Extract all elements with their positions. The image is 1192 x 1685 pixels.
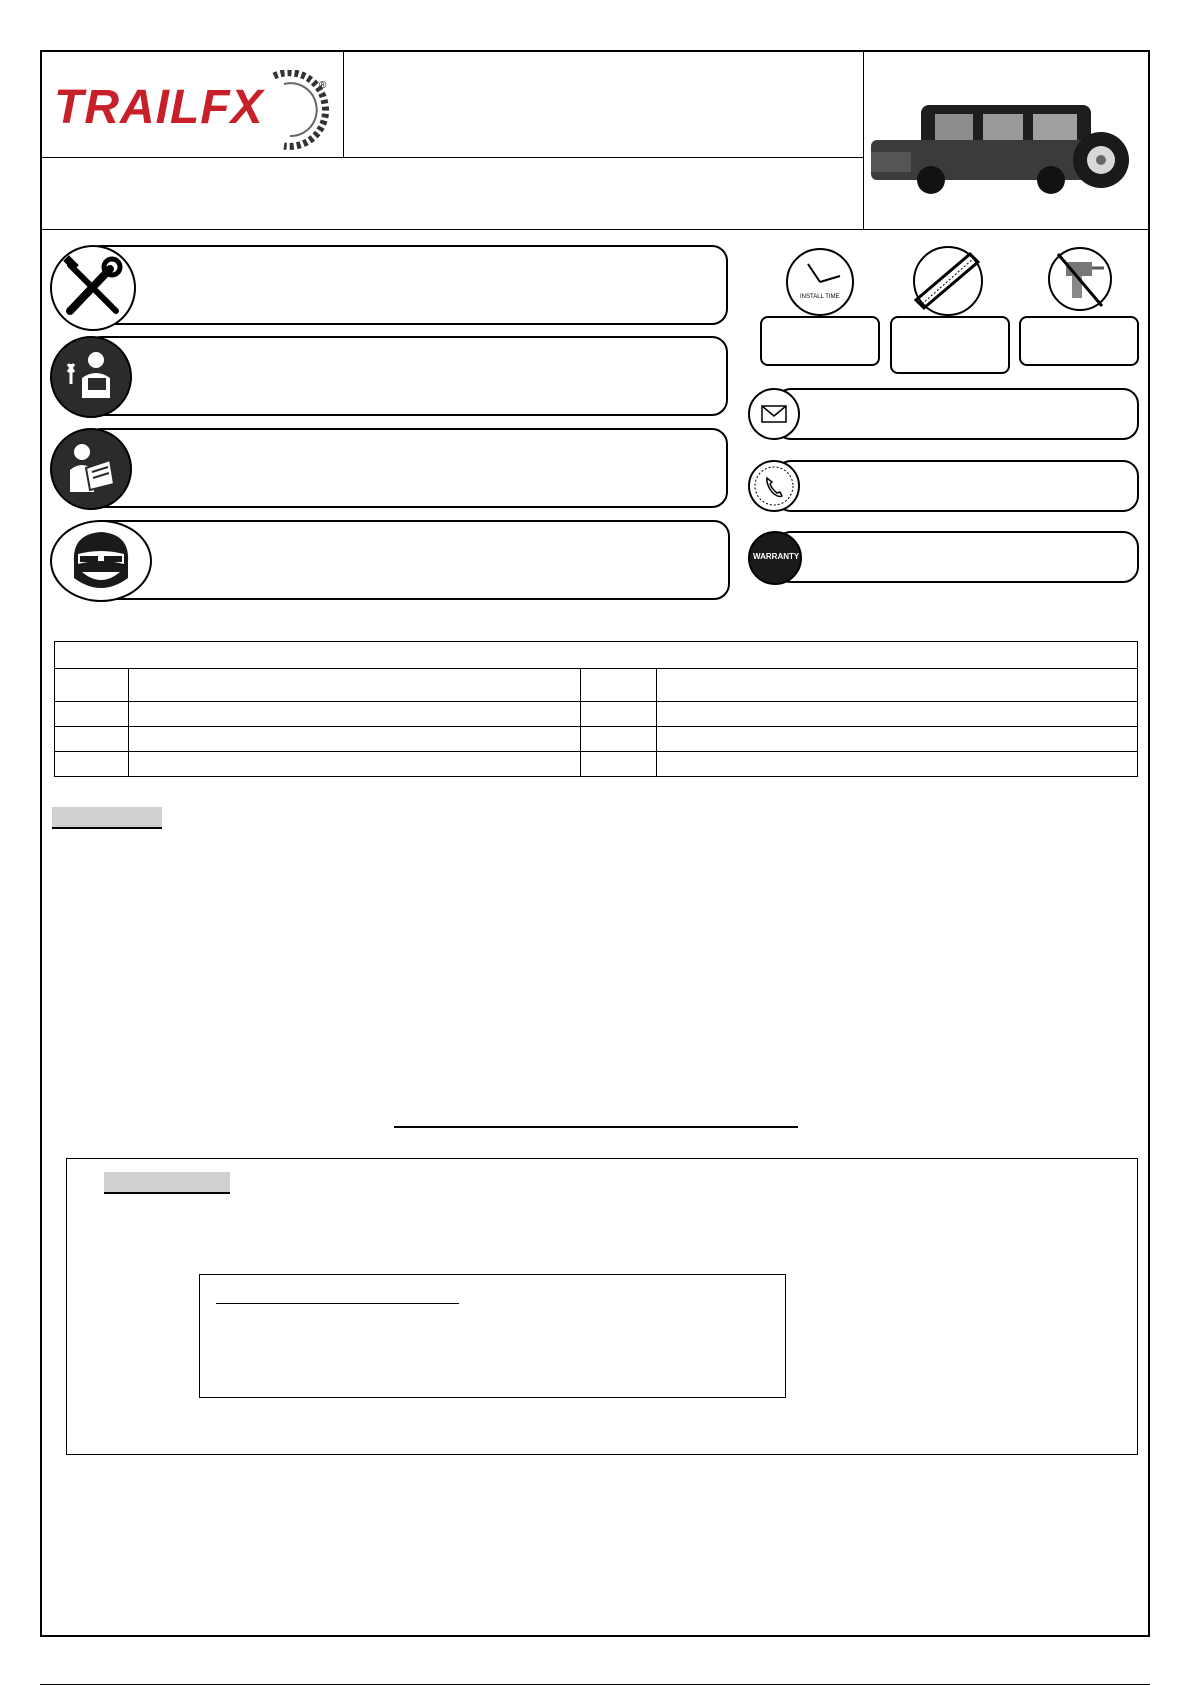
col-desc-right xyxy=(657,669,1138,702)
toll-free-phone-icon[interactable] xyxy=(748,460,800,512)
warranty-label: WARRANTY xyxy=(753,552,800,561)
warranty-icon[interactable] xyxy=(748,531,802,585)
instruction-safety-pill xyxy=(85,520,730,600)
brand-logo-mark: ® xyxy=(319,80,327,91)
assistance-icon xyxy=(50,336,132,418)
tire-tread-icon xyxy=(254,70,334,150)
install-time-box xyxy=(760,316,880,366)
warranty-pill xyxy=(775,531,1139,583)
instruction-assist-pill xyxy=(85,336,728,416)
section-title-underline xyxy=(394,1126,798,1128)
tools-icon xyxy=(50,245,136,331)
notice-heading-label xyxy=(104,1172,230,1194)
inner-note-box xyxy=(199,1274,786,1398)
email-pill xyxy=(775,388,1139,440)
jeep-illustration xyxy=(871,100,1133,195)
header-divider-photo xyxy=(863,50,864,230)
brand-logo-text: TRAILFX xyxy=(54,81,264,134)
parts-table xyxy=(54,641,1138,777)
brand-logo xyxy=(54,70,334,150)
parts-table-header-row xyxy=(55,669,1138,702)
read-instructions-icon xyxy=(50,428,132,510)
table-row xyxy=(55,702,1138,727)
vehicle-photo xyxy=(871,100,1133,195)
clock-icon xyxy=(784,246,856,318)
parts-table-title-row xyxy=(55,642,1138,669)
header-divider-bottom xyxy=(40,229,1150,230)
header-divider-logo xyxy=(343,50,344,158)
difficulty-box xyxy=(890,316,1010,374)
email-icon[interactable] xyxy=(748,388,800,440)
instruction-read-pill xyxy=(85,428,728,508)
phone-pill xyxy=(775,460,1139,512)
clock-label: INSTALL TIME xyxy=(800,294,840,300)
section-heading-label xyxy=(52,807,162,829)
table-row xyxy=(55,752,1138,777)
header-divider-mid xyxy=(40,157,863,158)
inner-note-underline xyxy=(216,1303,459,1304)
col-qty-left xyxy=(55,669,129,702)
parts-table-title xyxy=(55,642,1138,669)
instruction-tools-pill xyxy=(85,245,728,325)
col-desc-left xyxy=(129,669,581,702)
col-qty-right xyxy=(581,669,657,702)
no-drill-icon xyxy=(1046,244,1114,314)
drilling-box xyxy=(1019,316,1139,366)
saw-icon xyxy=(908,244,988,318)
parts-table-container xyxy=(54,641,1138,777)
table-row xyxy=(55,727,1138,752)
safety-glasses-icon xyxy=(50,520,152,602)
